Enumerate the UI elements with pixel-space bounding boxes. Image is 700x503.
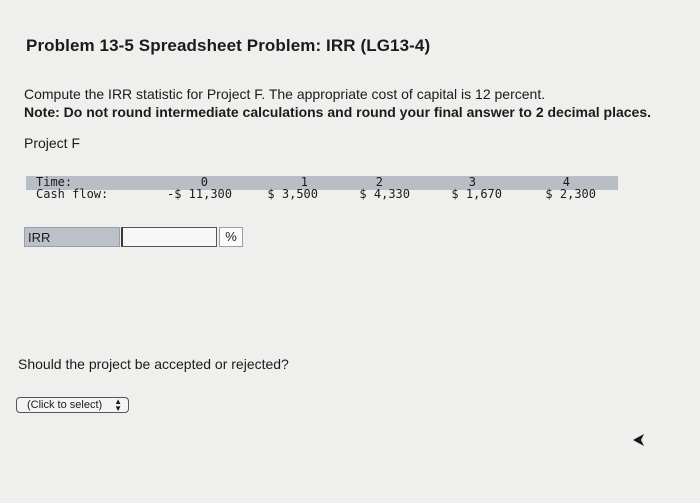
rounding-note: Note: Do not round intermediate calculations and round your final answer to 2 decimal places.	[24, 104, 651, 120]
project-label: Project F	[24, 135, 81, 151]
period-cell: 3	[468, 175, 476, 189]
time-row-band	[26, 176, 618, 190]
cash-flow-cell: $ 2,300	[545, 187, 596, 201]
select-arrows-icon: ▲ ▼	[114, 397, 122, 413]
period-cell: 0	[200, 175, 208, 189]
cash-flow-cell: -$ 11,300	[166, 187, 232, 201]
accept-reject-select[interactable]	[16, 397, 129, 413]
time-row-label: Time:	[36, 175, 73, 189]
cash-flow-cell: $ 4,330	[359, 187, 410, 201]
period-cell: 2	[375, 175, 383, 189]
period-cell: 1	[300, 175, 308, 189]
period-cell: 4	[562, 175, 570, 189]
percent-unit: %	[219, 227, 243, 247]
problem-title: Problem 13-5 Spreadsheet Problem: IRR (LG13-4)	[26, 36, 431, 55]
cash-flow-cell: $ 1,670	[451, 187, 502, 201]
irr-label: IRR	[24, 227, 120, 247]
instructions	[24, 85, 651, 121]
select-value: (Click to select)	[27, 399, 103, 411]
mouse-pointer-icon	[632, 432, 646, 448]
cash-flow-table	[26, 175, 618, 205]
decision-question: Should the project be accepted or rejected?	[18, 356, 289, 372]
irr-input[interactable]	[121, 227, 217, 247]
cash-flow-row-label: Cash flow:	[36, 187, 109, 201]
instruction-text: Compute the IRR statistic for Project F. The appropriate cost of capital is 12 percent.	[24, 86, 546, 102]
cash-flow-cell: $ 3,500	[267, 187, 318, 201]
